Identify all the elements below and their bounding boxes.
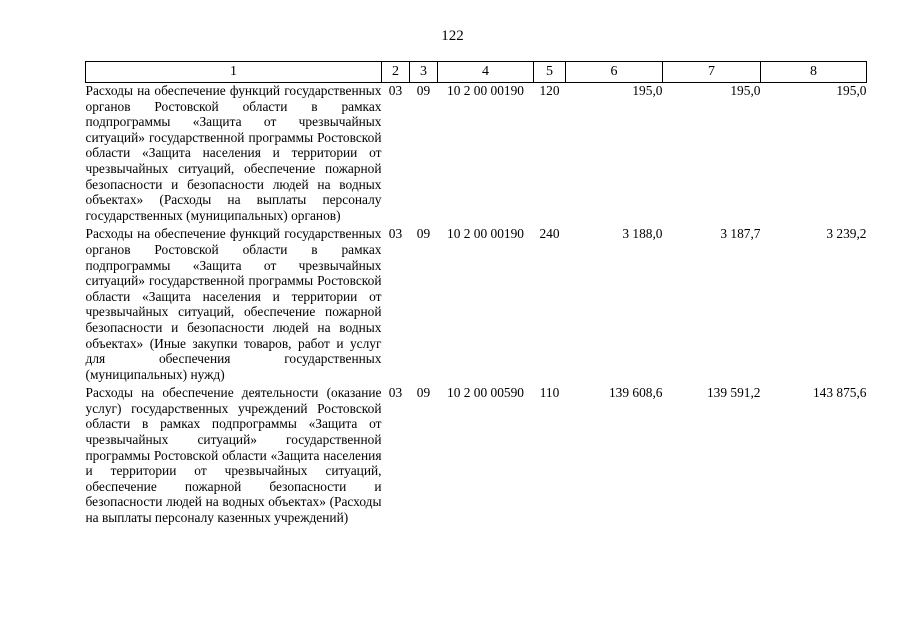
header-col-3: 3 — [410, 62, 438, 83]
row-amount-col8: 195,0 — [836, 83, 867, 98]
row-section: 03 — [388, 385, 403, 401]
row-target-article: 10 2 00 00190 — [447, 226, 524, 242]
row-subsection: 09 — [416, 385, 431, 401]
header-col-1: 1 — [86, 62, 382, 83]
row-subsection: 09 — [416, 83, 431, 98]
table-row — [86, 223, 867, 382]
header-col-4: 4 — [438, 62, 534, 83]
table-row — [86, 83, 867, 224]
row-target-article: 10 2 00 00590 — [447, 385, 524, 401]
row-amount-col7: 195,0 — [730, 83, 761, 98]
row-amount-col6: 195,0 — [632, 83, 663, 98]
page-number: 122 — [441, 28, 464, 44]
row-amount-col8: 3 239,2 — [826, 226, 867, 242]
row-amount-col6: 139 608,6 — [608, 385, 663, 401]
row-expense-type: 120 — [539, 83, 560, 98]
row-amount-col7: 3 187,7 — [720, 226, 761, 242]
row-description: Расходы на обеспечение деятельности (оказание услуг) государственных учреждений Ростовской области в рамках подпрограммы «Защита от чрезвычайных ситуаций» государственной программы Ростовской области «Защита населения и территории от чрезвычайных ситуаций, обеспечение пожарной безопасности и безопасности людей на водных объектах» (Расходы на выплаты персоналу казенных учреждений) — [85, 385, 382, 526]
table-row — [86, 382, 867, 525]
row-section: 03 — [388, 83, 403, 98]
budget-table — [85, 61, 867, 526]
row-description: Расходы на обеспечение функций государственных органов Ростовской области в рамках подпрограммы «Защита от чрезвычайных ситуаций» государственной программы Ростовской области «Защита населения и территории от чрезвычайных ситуаций, обеспечение пожарной безопасности и безопасности людей на водных объектах» (Расходы на выплаты персоналу государственных (муниципальных) органов) — [85, 83, 382, 223]
row-amount-col6: 3 188,0 — [622, 226, 663, 242]
row-target-article: 10 2 00 00190 — [447, 83, 524, 98]
row-expense-type: 240 — [539, 226, 560, 242]
header-row — [86, 62, 867, 83]
row-expense-type: 110 — [539, 385, 560, 401]
row-amount-col8: 143 875,6 — [812, 385, 867, 401]
table-header — [86, 62, 867, 83]
row-subsection: 09 — [416, 226, 431, 242]
row-section: 03 — [388, 226, 403, 242]
header-col-6: 6 — [566, 62, 663, 83]
row-amount-col7: 139 591,2 — [706, 385, 761, 401]
header-col-5: 5 — [534, 62, 566, 83]
header-col-7: 7 — [663, 62, 761, 83]
header-col-8: 8 — [761, 62, 867, 83]
header-col-2: 2 — [382, 62, 410, 83]
row-description: Расходы на обеспечение функций государственных органов Ростовской области в рамках подпрограммы «Защита от чрезвычайных ситуаций» государственной программы Ростовской области «Защита населения и территории от чрезвычайных ситуаций, обеспечение пожарной безопасности и безопасности людей на водных объектах» (Иные закупки товаров, работ и услуг для обеспечения государственных (муниципальных) нужд) — [85, 226, 382, 382]
